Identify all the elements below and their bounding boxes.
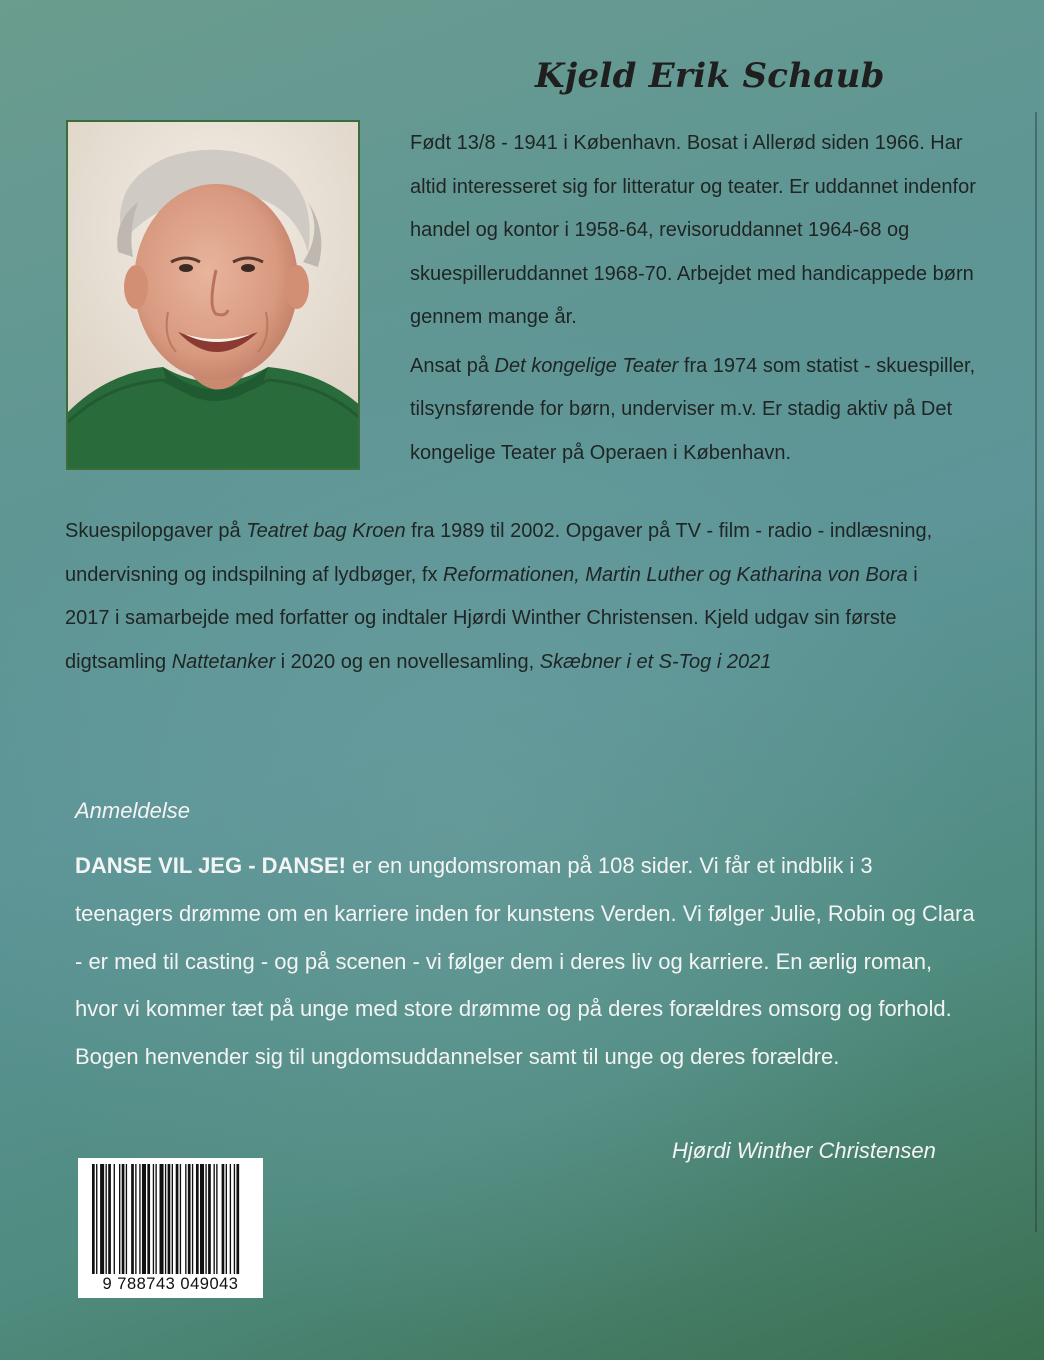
career-text: i 2020 og en novellesamling, [275, 650, 540, 673]
barcode-bar [147, 1164, 150, 1274]
barcode-bar [165, 1164, 166, 1274]
book-title: DANSE VIL JEG - DANSE! [75, 853, 346, 878]
career-text: Skuespilopgaver på [65, 520, 247, 542]
review-text: er en ungdomsroman på 108 sider. Vi får et indblik i 3 teenagers drømme om en karriere inden for kunstens Verden. Vi følger Julie, Robin og Clara - er med til casting - og på scenen - vi følger dem i deres liv og karriere. En ærlig roman, hvor vi kommer tæt på unge med store drømme og på deres forældres omsorg og forhold. Bogen henvender sig til ungdomsuddannelser samt til unge og deres forældre. [75, 853, 975, 1070]
career-theatre-name: Teatret bag Kroen [246, 520, 406, 542]
barcode-bar [176, 1164, 179, 1274]
barcode-bar [222, 1164, 225, 1274]
audiobook-title: Reformationen, Martin Luther og Katharina von Bora [443, 563, 908, 586]
barcode-bar [180, 1164, 181, 1274]
barcode-bar [205, 1164, 206, 1274]
barcode-bar [139, 1164, 140, 1274]
barcode-bar [214, 1164, 215, 1274]
barcode-bar [226, 1164, 227, 1274]
barcode-bar [106, 1164, 107, 1274]
barcode-bar [192, 1164, 193, 1274]
barcode-bar [234, 1164, 235, 1274]
bio-text: Ansat på [410, 354, 495, 377]
bio-theatre-name: Det kongelige Teater [494, 354, 679, 377]
reviewer-name: Hjørdi Winther Christensen [672, 1138, 936, 1163]
barcode-bar [230, 1164, 231, 1274]
barcode-bar [216, 1164, 217, 1274]
barcode-bar [96, 1164, 97, 1274]
page-edge-line [1035, 112, 1037, 1232]
barcode-bar [153, 1164, 154, 1274]
barcode-bar [126, 1164, 127, 1274]
author-bio [410, 122, 990, 475]
barcode-bar [168, 1164, 171, 1274]
barcode-bar [196, 1164, 199, 1274]
review-paragraph [75, 842, 975, 1081]
isbn-barcode [78, 1158, 263, 1298]
barcode-bar [155, 1164, 156, 1274]
career-text: fra 1989 til 2002. Opgaver på TV - film - radio - indlæsning, undervisning og indspilning af lydbøger, fx [65, 520, 933, 586]
barcode-bar [135, 1164, 136, 1274]
barcode-bar [172, 1164, 173, 1274]
barcode-bar [122, 1164, 125, 1274]
short-story-collection-title: Skæbner i et S-Tog i 2021 [539, 650, 772, 673]
author-photo [66, 120, 360, 470]
career-paragraph [65, 510, 965, 684]
poem-collection-title: Nattetanker [171, 650, 276, 673]
career-section [65, 510, 965, 684]
barcode-bar [92, 1164, 95, 1274]
author-portrait-image [68, 122, 360, 470]
author-name: Kjeld Erik Schaub [535, 56, 885, 96]
career-text: i 2017 i samarbejde med forfatter og indtaler Hjørdi Winther Christensen. Kjeld udgav sin første digtsamling [65, 563, 918, 673]
barcode-bars [92, 1164, 249, 1274]
bio-paragraph-2 [410, 345, 990, 476]
isbn-number: 9 788743 049043 [102, 1275, 239, 1293]
barcode-bar [119, 1164, 120, 1274]
review-heading: Anmeldelse [75, 798, 190, 823]
review-body [75, 842, 975, 1081]
barcode-bar [208, 1164, 211, 1274]
barcode-bar [108, 1164, 111, 1274]
barcode-bar [114, 1164, 115, 1274]
barcode-bar [100, 1164, 104, 1274]
barcode-bar [200, 1164, 204, 1274]
barcode-bar [131, 1164, 134, 1274]
bio-paragraph-1: Født 13/8 - 1941 i København. Bosat i Allerød siden 1966. Har altid interesseret sig for litteratur og teater. Er uddannet indenfor handel og kontor i 1958-64, revisoruddannet 1964-68 og skuespilleruddannet 1968-70. Arbejdet med handicappede børn gennem mange år. [410, 132, 976, 328]
barcode-bar [185, 1164, 186, 1274]
barcode-bar [188, 1164, 191, 1274]
barcode-bar [142, 1164, 146, 1274]
barcode-bar [236, 1164, 239, 1274]
bio-text: fra 1974 som statist - skuespiller, tilsynsførende for børn, underviser m.v. Er stadig aktiv på Det kongelige Teater på Operaen i København. [410, 354, 976, 464]
barcode-bar [160, 1164, 164, 1274]
